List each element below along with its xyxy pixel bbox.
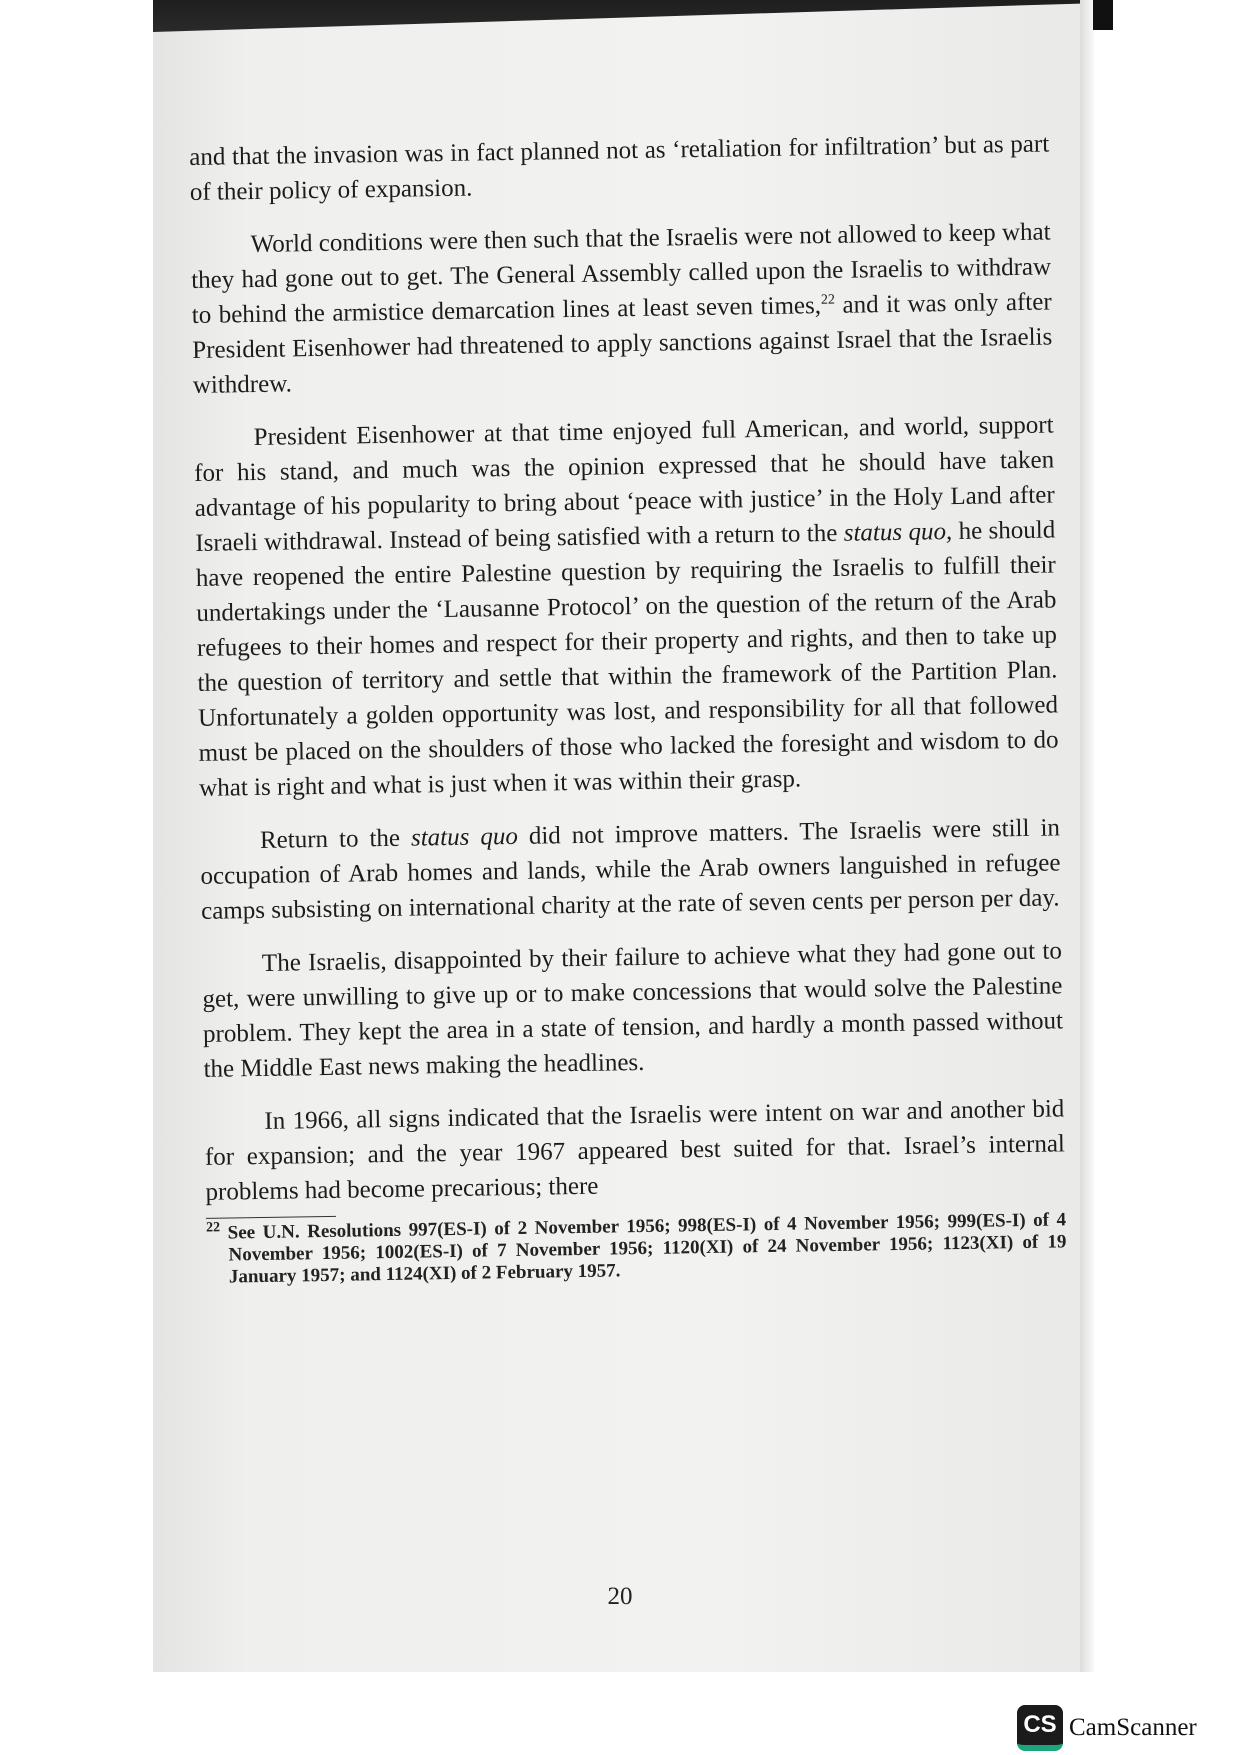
paragraph-3: President Eisenhower at that time enjoyed full American, and world, support for his stand, and much was the opinion expressed that he should have taken advantage of his popularity to bring about ‘peace with justice’ in the Holy Land after Israeli withdrawal. Instead of being satisfied with a return to the status quo, he should have reopened the entire Palestine question by requiring the Israelis to fulfill their undertakings under the ‘Lausanne Protocol’ on the question of the return of the Arab refugees to their homes and respect for their property and rights, and then to take up the question of territory and settle that within the framework of the Partition Plan. Unfortunately a golden opportunity was lost, and responsibility for all that followed must be placed on the shoulders of those who lacked the foresight and wisdom to do what is right and what is just when it was within their grasp. (194, 411, 1059, 802)
paragraph-5: The Israelis, disappointed by their failure to achieve what they had gone out to get, were unwilling to give up or to make concessions that would solve the Palestine problem. They kept the area in a state of tension, and hardly a month passed without the Middle East news making the headlines. (202, 937, 1064, 1083)
page-body (189, 126, 1067, 1288)
footnote-ref: 22 (820, 292, 836, 308)
paragraph-4: Return to the status quo did not improve matters. The Israelis were still in occupation of Arab homes and lands, while the Arab owners languished in refugee camps subsisting on international charity at the rate of seven cents per person per day. (200, 814, 1061, 925)
scan-corner-shadow (1093, 0, 1113, 30)
footnote: $^{22}$ See U.N. Resolutions 997(ES-I) of 2 November 1956; 998(ES-I) of 4 November 1956; 999(ES-I) of 4 November 1956; 1002(ES-I) of 7 November 1956; 1120(XI) of 24 November 1956; 1123(XI) of 19 January 1957; and 1124(XI) of 2 February 1957. (205, 1209, 1067, 1288)
footnote-rule (206, 1216, 336, 1219)
paragraph-6: In 1966, all signs indicated that the Israelis were intent on war and another bid for expansion; and the year 1967 appeared best suited for that. Israel’s internal problems had become precarious; there (204, 1095, 1066, 1206)
page-number: 20 (607, 1583, 633, 1610)
paragraph-2: World conditions were then such that the Israelis were not allowed to keep what they had gone out to get. The General Assembly called upon the Israelis to withdraw to behind the armistice demarcation lines at least seven times,$^{22}$ and it was only after President Eisenhower had threatened to apply sanctions against Israel that the Israelis withdrew. (190, 218, 1053, 399)
camscanner-watermark (1017, 1705, 1197, 1751)
page-edge (1080, 0, 1094, 1672)
camscanner-label: CamScanner (1069, 1714, 1197, 1741)
paragraph-1: and that the invasion was in fact planned not as ‘retaliation for infiltration’ but as part of their policy of expansion. (189, 130, 1050, 206)
camscanner-logo-icon: CS (1017, 1705, 1063, 1751)
